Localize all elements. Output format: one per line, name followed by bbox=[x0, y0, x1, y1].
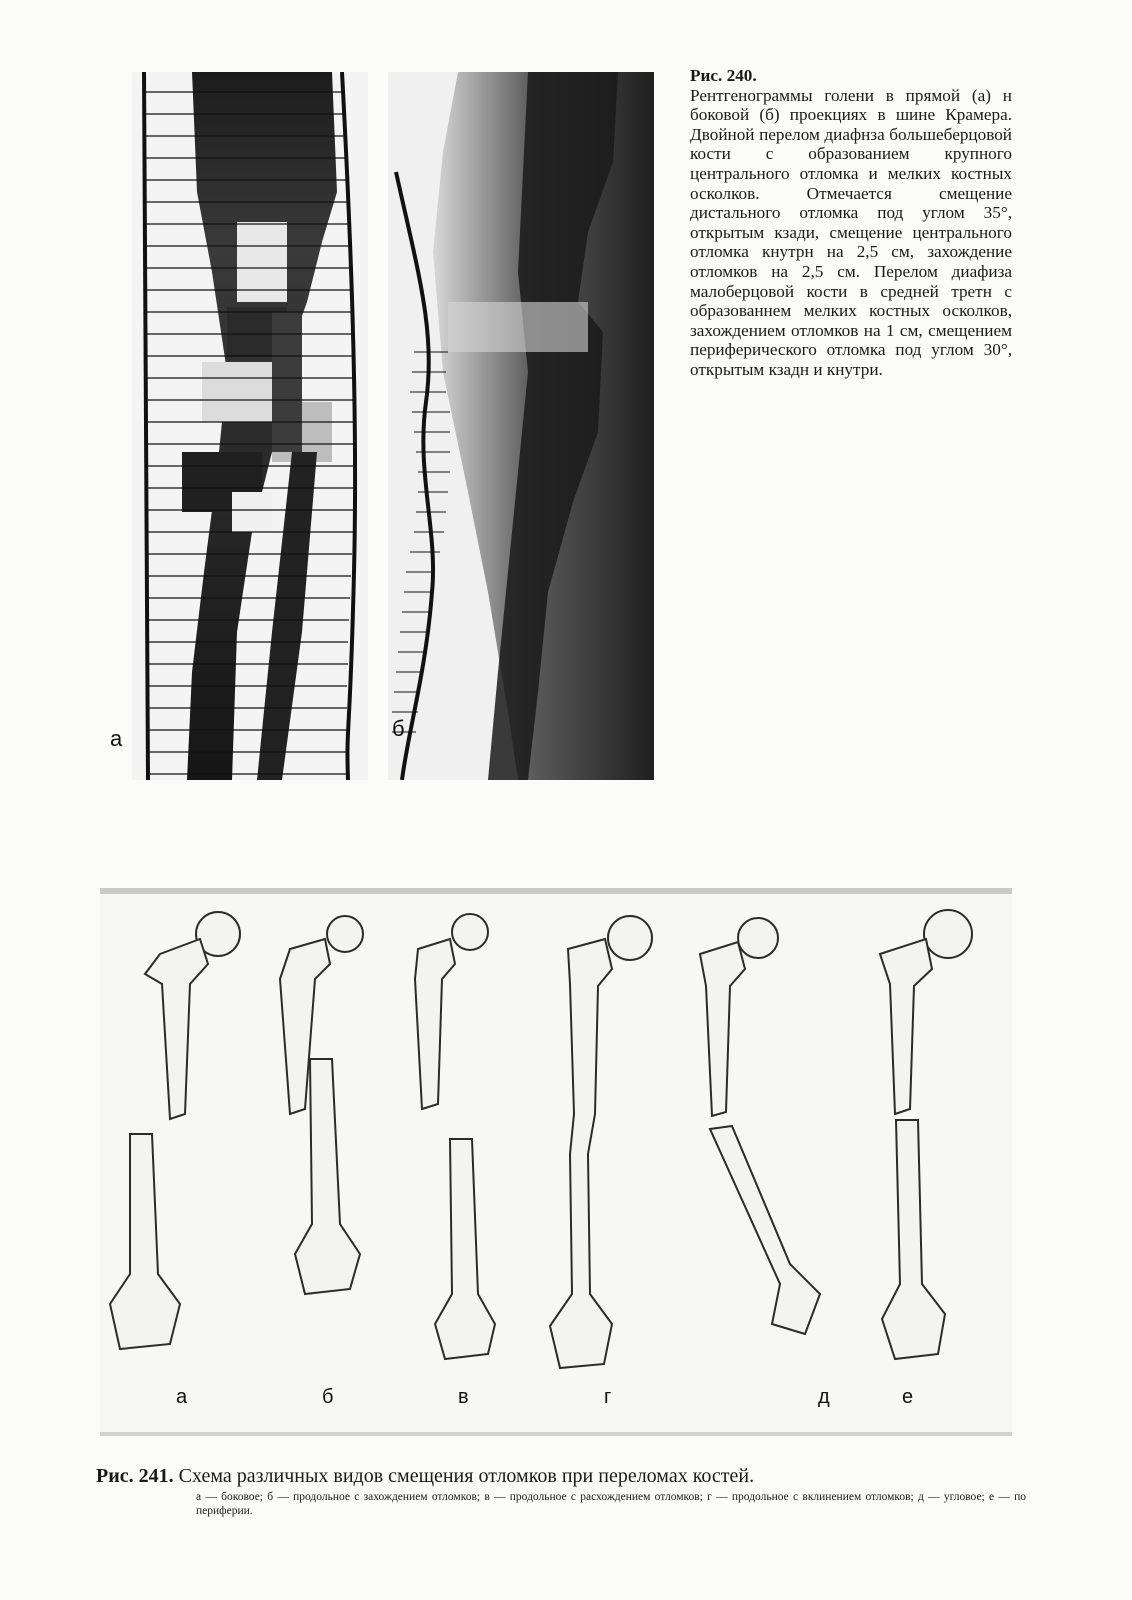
figure-240-title: Рис. 240. bbox=[690, 66, 757, 85]
xray-lateral-image bbox=[388, 72, 654, 780]
figure-240-text: Рентгенограммы голени в прямой (а) н боковой (б) проекциях в шине Крамера. Двойной перелом диафнза большеберцовой кости с образованием крупного центрального отломка и мелких костных осколков. Отмечается смещение дистального отломка под углом 35°, открытым кзади, смещение центрального отломка кнутрн на 2,5 см, захождение отломков на 2,5 см. Перелом диафиза малоберцовой кости в средней третн с образованнем мелких костных осколков, захождением отломков на 1 см, смещением периферического отломка под углом 30°, открытым кзадн и кнутри. bbox=[690, 85, 1012, 379]
bone-label-e: е bbox=[902, 1386, 914, 1408]
bone-displacement-plate bbox=[100, 888, 1012, 1436]
bone-b bbox=[280, 916, 363, 1294]
xray-label-a: а bbox=[110, 726, 123, 751]
figure-240-caption bbox=[690, 66, 1012, 380]
bone-a bbox=[110, 912, 240, 1349]
bone-g bbox=[550, 916, 652, 1368]
xray-frontal-view bbox=[132, 72, 368, 780]
figure-241-number: Рис. 241. bbox=[96, 1465, 174, 1487]
figure-241-caption bbox=[96, 1464, 1026, 1488]
bone-v bbox=[415, 914, 495, 1359]
xray-label-b: б bbox=[392, 716, 405, 741]
bone-label-b: б bbox=[322, 1386, 334, 1408]
bone-e bbox=[880, 910, 972, 1359]
bone-drawings bbox=[100, 894, 1012, 1432]
figure-241-title: Схема различных видов смещения отломков при переломах костей. bbox=[178, 1465, 755, 1487]
bone-label-a: а bbox=[176, 1386, 188, 1408]
xray-lateral-view bbox=[388, 72, 654, 780]
bone-label-v: в bbox=[458, 1386, 469, 1408]
bone-label-d: д bbox=[818, 1386, 830, 1408]
figure-241-legend: а — боковое; б — продольное с захождением отломков; в — продольное с расхождением отломков; г — продольное с вклинением отломков; д — угловое; е — по периферии. bbox=[196, 1491, 1026, 1517]
bone-d bbox=[700, 918, 820, 1334]
bone-label-g: г bbox=[604, 1386, 612, 1408]
xray-frontal-image bbox=[132, 72, 368, 780]
